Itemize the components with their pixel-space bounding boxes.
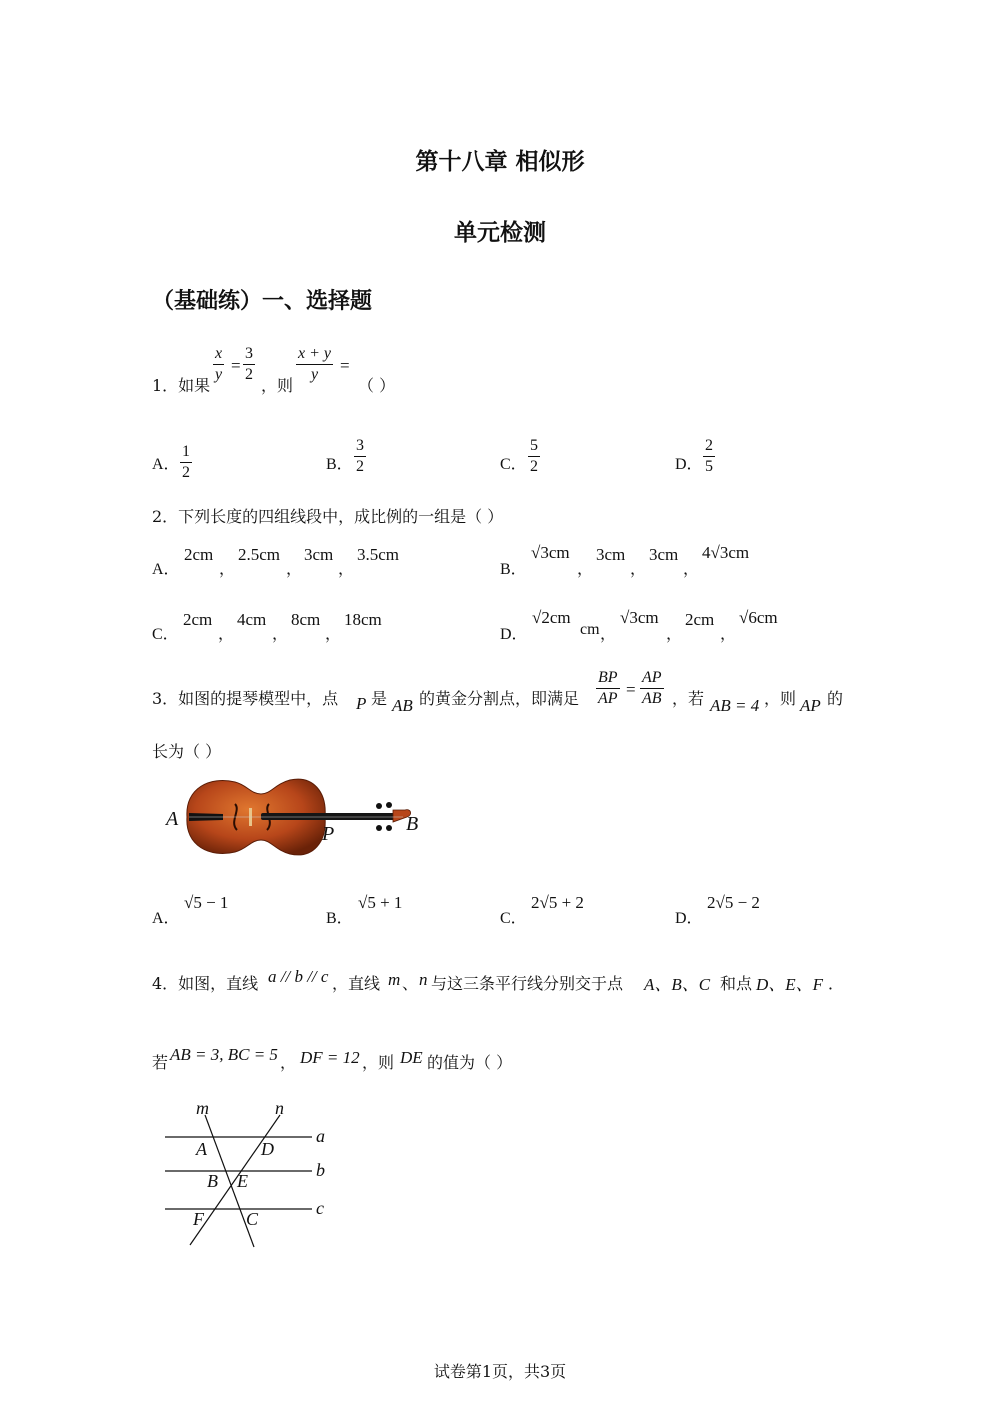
q2-option-c-label: C． <box>152 626 179 643</box>
q4-text-1: 4．如图，直线 <box>152 974 259 993</box>
label-point-f: F <box>193 1209 204 1229</box>
label-point-b: B <box>207 1171 218 1191</box>
q1-cond-fraction: $\frac{x}{y}$ <box>215 345 223 383</box>
q2-a-item-3: 3cm <box>304 545 334 564</box>
q2-d-item-1: √2cm <box>532 608 571 627</box>
q1-option-c-label: C． <box>500 456 527 473</box>
q4-points-def: D、E、F <box>756 975 824 994</box>
tuning-peg-2 <box>386 802 392 808</box>
q2-d-item-4: √6cm <box>739 608 778 627</box>
q3-option-b-label: B． <box>326 910 353 927</box>
page-title: 第十八章 相似形 <box>415 149 585 175</box>
page-subtitle: 单元检测 <box>454 220 546 246</box>
q2-c-item-3: 8cm <box>291 610 321 629</box>
tuning-peg-1 <box>376 803 382 809</box>
q4-condition-2: DF = 12 <box>300 1048 360 1067</box>
label-point-a: A <box>196 1139 207 1159</box>
q3-option-a-value: √5 − 1 <box>184 893 229 912</box>
q1-cond-ratio: $\frac{3}{2}$ <box>245 345 253 383</box>
q3-option-d-label: D． <box>675 910 703 927</box>
label-c: c <box>316 1198 324 1218</box>
q1-option-c-value: $\frac{5}{2}$ <box>530 437 538 475</box>
q3-fraction-bp-ap: $\frac{BP}{AP}$ <box>598 669 618 707</box>
fig-label-b: B <box>406 813 419 835</box>
q3-option-c-label: C． <box>500 910 527 927</box>
label-m: m <box>196 1098 209 1118</box>
q2-c-item-4: 18cm <box>344 610 382 629</box>
q3-segment-ab: AB <box>392 696 413 715</box>
q3-point-p: P <box>356 694 367 713</box>
q1-mid: ，则 <box>261 376 294 395</box>
tuning-peg-4 <box>386 825 392 831</box>
q2-c-item-1: 2cm <box>183 610 213 629</box>
q4-parallel-condition: a // b // c <box>268 967 329 986</box>
q2-b-item-2: 3cm <box>596 545 626 564</box>
q2-b-item-4: 4√3cm <box>702 543 750 562</box>
q2-d-item-3: 2cm <box>685 610 715 629</box>
q4-segment-de: DE <box>400 1048 423 1067</box>
q2-a-item-2: 2.5cm <box>238 545 281 564</box>
q3-ap: AP <box>800 696 821 715</box>
tuning-peg-3 <box>376 825 382 831</box>
q4-line-m: m <box>388 970 401 989</box>
q4-points-abc: A、B、C <box>644 975 711 994</box>
q3-fraction-ap-ab: $\frac{AP}{AB}$ <box>642 669 662 707</box>
q1-prefix: 1．如果 <box>152 376 211 395</box>
q4-line-n: n <box>419 970 428 989</box>
label-b: b <box>316 1160 325 1180</box>
q4-condition-1: AB = 3, BC = 5 <box>170 1045 278 1064</box>
q3-option-d-value: 2√5 − 2 <box>707 893 760 912</box>
fig-label-p: P <box>322 823 335 845</box>
fig-label-a: A <box>166 808 179 830</box>
q2-option-a-label: A． <box>152 561 180 578</box>
q3-option-c-value: 2√5 + 2 <box>531 893 584 912</box>
q2-d-item-2: √3cm <box>620 608 659 627</box>
q1-option-b-label: B． <box>326 456 353 473</box>
q2-stem: 2．下列长度的四组线段中，成比例的一组是（ ） <box>152 507 504 526</box>
q3-text-2: 长为（ ） <box>152 742 222 761</box>
q1-option-b-value: $\frac{3}{2}$ <box>356 437 364 475</box>
q2-option-b-label: B． <box>500 561 527 578</box>
q2-b-item-3: 3cm <box>649 545 679 564</box>
q3-text-1: 3．如图的提琴模型中，点 <box>152 689 339 708</box>
label-point-c: C <box>246 1209 259 1229</box>
parallel-lines-figure <box>160 1095 340 1255</box>
violin-figure <box>165 770 430 865</box>
label-a: a <box>316 1126 325 1146</box>
q2-c-item-2: 4cm <box>237 610 267 629</box>
q1-option-d-label: D． <box>675 456 703 473</box>
q2-b-item-1: √3cm <box>531 543 570 562</box>
section-heading: （基础练）一、选择题 <box>152 289 373 314</box>
violin-fingerboard <box>261 813 396 820</box>
q2-option-d-label: D． <box>500 626 528 643</box>
q2-a-item-1: 2cm <box>184 545 214 564</box>
page-footer: 试卷第1页，共3页 <box>433 1362 567 1381</box>
q3-condition: AB = 4 <box>710 696 760 715</box>
label-point-e: E <box>237 1171 248 1191</box>
q1-expression: $\frac{x + y}{y}$ <box>298 345 331 383</box>
q1-option-d-value: $\frac{2}{5}$ <box>705 437 713 475</box>
q1-option-a-value: $\frac{1}{2}$ <box>182 443 190 481</box>
label-n: n <box>275 1098 284 1118</box>
q3-option-b-value: √5 + 1 <box>358 893 403 912</box>
label-point-d: D <box>261 1139 274 1159</box>
q3-option-a-label: A． <box>152 910 180 927</box>
q2-d-extra-unit: cm <box>580 621 600 638</box>
q1-option-a-label: A． <box>152 456 180 473</box>
q1-answer-paren: （ ） <box>358 376 396 395</box>
q2-a-item-4: 3.5cm <box>357 545 400 564</box>
